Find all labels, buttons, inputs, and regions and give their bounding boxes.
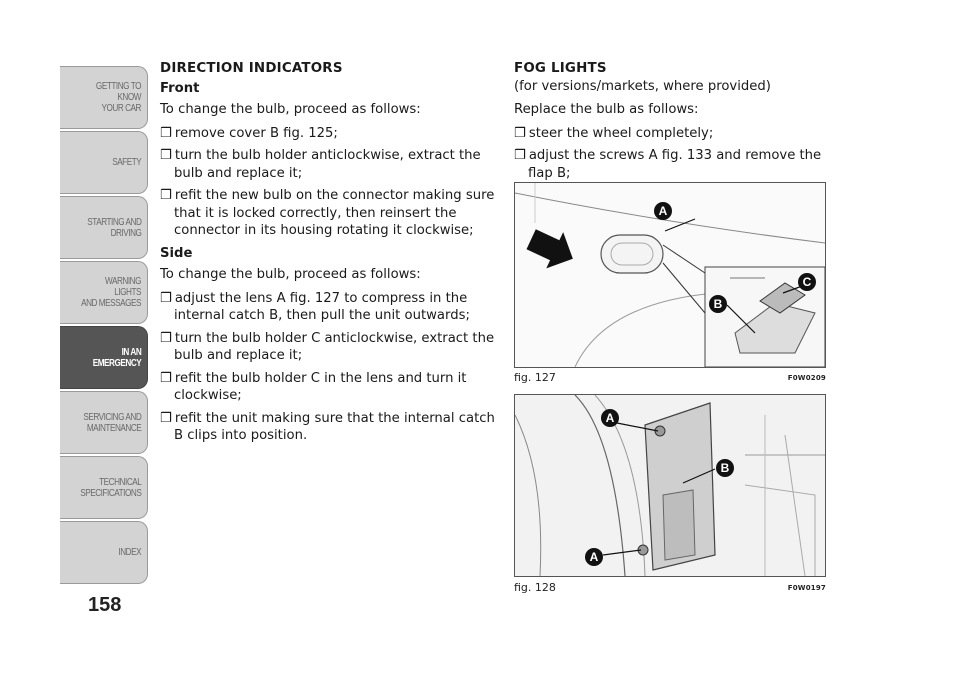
fog-lights-section bbox=[514, 60, 844, 187]
tab-label: IN AN EMERGENCY bbox=[92, 345, 141, 369]
checkbox-bullet-icon: ❒ bbox=[160, 290, 172, 306]
tab-technical-specifications[interactable] bbox=[60, 456, 148, 519]
checkbox-bullet-icon: ❒ bbox=[160, 410, 172, 426]
checkbox-bullet-icon: ❒ bbox=[160, 148, 172, 163]
callout-a-icon bbox=[654, 202, 672, 220]
tab-getting-to-know-your-car[interactable] bbox=[60, 66, 148, 129]
section-heading: FOG LIGHTS bbox=[514, 61, 607, 76]
checkbox-bullet-icon: ❒ bbox=[514, 125, 526, 141]
svg-text:A: A bbox=[658, 204, 668, 218]
callout-a-icon bbox=[601, 409, 619, 427]
svg-text:A: A bbox=[589, 550, 599, 564]
side-intro: To change the bulb, proceed as follows: bbox=[160, 267, 421, 282]
direction-arrow-icon bbox=[523, 221, 582, 277]
tab-in-an-emergency[interactable] bbox=[60, 326, 148, 389]
svg-text:B: B bbox=[713, 297, 723, 311]
direction-indicators-section bbox=[160, 60, 500, 450]
fog-intro: Replace the bulb as follows: bbox=[514, 102, 699, 117]
fog-light-flap-illustration bbox=[515, 395, 825, 576]
list-item: ❒ adjust the lens A fig. 127 to compress in the internal catch B, then pull the unit outwards; bbox=[160, 290, 470, 323]
subheading-side: Side bbox=[160, 245, 193, 261]
section-heading: DIRECTION INDICATORS bbox=[160, 61, 343, 76]
tab-label: SERVICING AND MAINTENANCE bbox=[83, 410, 141, 434]
figure-caption bbox=[514, 371, 826, 384]
indicator-lens-icon bbox=[601, 235, 663, 273]
fog-light-flap-icon bbox=[638, 403, 715, 570]
checkbox-bullet-icon: ❒ bbox=[160, 330, 172, 346]
checkbox-bullet-icon: ❒ bbox=[160, 370, 172, 386]
svg-text:A: A bbox=[605, 411, 615, 425]
front-intro: To change the bulb, proceed as follows: bbox=[160, 102, 421, 117]
list-item: ❒ steer the wheel completely; bbox=[514, 125, 714, 141]
svg-text:B: B bbox=[720, 461, 730, 475]
checkbox-bullet-icon: ❒ bbox=[514, 148, 526, 163]
list-item: ❒ turn the bulb holder anticlockwise, extract the bulb and replace it; bbox=[160, 148, 481, 181]
figure-code: F0W0197 bbox=[787, 584, 826, 592]
figure-caption bbox=[514, 581, 826, 594]
checkbox-bullet-icon: ❒ bbox=[160, 125, 172, 141]
list-item: ❒ refit the unit making sure that the internal catch B clips into position. bbox=[160, 410, 495, 443]
figure-number: fig. 127 bbox=[514, 371, 556, 384]
page-number: 158 bbox=[88, 594, 122, 616]
list-item: ❒ turn the bulb holder C anticlockwise, extract the bulb and replace it; bbox=[160, 330, 495, 363]
callout-b-icon bbox=[716, 459, 734, 477]
callout-b-icon bbox=[709, 295, 727, 313]
tab-label: STARTING AND DRIVING bbox=[86, 215, 141, 239]
side-indicator-illustration bbox=[515, 183, 825, 367]
tab-label: SAFETY bbox=[111, 156, 141, 168]
list-item: ❒ adjust the screws A fig. 133 and remove the flap B; bbox=[514, 148, 822, 181]
callout-c-icon bbox=[798, 273, 816, 291]
chapter-sidebar bbox=[60, 66, 148, 586]
tab-label: WARNING LIGHTS AND MESSAGES bbox=[81, 275, 141, 309]
tab-warning-lights[interactable] bbox=[60, 261, 148, 324]
tab-label: INDEX bbox=[118, 546, 141, 558]
figure-code: F0W0209 bbox=[787, 374, 826, 382]
tab-starting-and-driving[interactable] bbox=[60, 196, 148, 259]
tab-index[interactable] bbox=[60, 521, 148, 584]
figure-fog-light-flap bbox=[514, 394, 826, 577]
tab-label: TECHNICAL SPECIFICATIONS bbox=[79, 475, 141, 499]
checkbox-bullet-icon: ❒ bbox=[160, 188, 172, 203]
subheading-front: Front bbox=[160, 80, 200, 96]
figure-number: fig. 128 bbox=[514, 581, 556, 594]
tab-label: GETTING TO KNOW YOUR CAR bbox=[95, 80, 141, 114]
figure-side-indicator bbox=[514, 182, 826, 368]
tab-servicing-and-maintenance[interactable] bbox=[60, 391, 148, 454]
availability-note: (for versions/markets, where provided) bbox=[514, 78, 771, 94]
list-item: ❒ refit the new bulb on the connector making sure that it is locked correctly, then reinsert the connector in its housing rotating it clockwise; bbox=[160, 188, 495, 238]
callout-a-icon bbox=[585, 548, 603, 566]
tab-safety[interactable] bbox=[60, 131, 148, 194]
svg-text:C: C bbox=[802, 275, 812, 289]
list-item: ❒ remove cover B fig. 125; bbox=[160, 125, 338, 141]
list-item: ❒ refit the bulb holder C in the lens and turn it clockwise; bbox=[160, 370, 467, 403]
